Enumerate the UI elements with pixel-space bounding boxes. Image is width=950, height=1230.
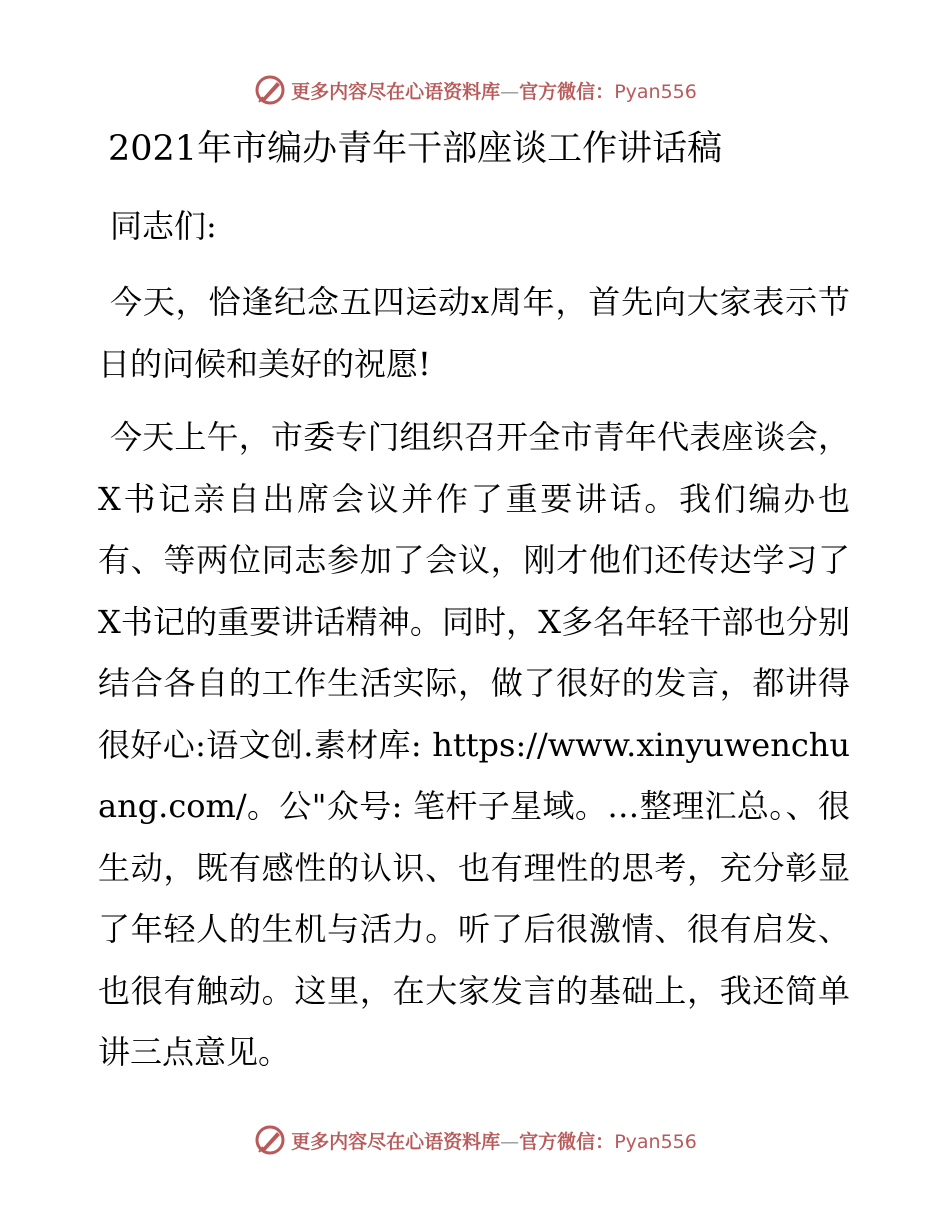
- header-banner: [0, 70, 950, 110]
- banner-label: 官方微信：: [519, 80, 615, 103]
- banner-text: [291, 77, 697, 104]
- paragraph: 今天上午，市委专门组织召开全市青年代表座谈会，X书记亲自出席会议并作了重要讲话。我们编办也有、等两位同志参加了会议，刚才他们还传达学习了X书记的重要讲话精神。同时，X多名年轻干部也分别结合各自的工作生活实际，做了很好的发言，都讲得很好心:语文创.素材库: https://www.xinyuwenchuang.com/。公"众号: 笔杆子星域。…整理汇总。、很生动，既有感性的认识、也有理性的思考，充分彰显了年轻人的生机与活力。听了后很激情、很有启发、也很有触动。这里，在大家发言的基础上，我还简单讲三点意见。: [98, 418, 850, 1071]
- banner-separator: —: [500, 80, 520, 103]
- banner-separator: —: [500, 1130, 520, 1153]
- banner-label: 官方微信：: [519, 1130, 615, 1153]
- banner-wechat-id: Pyan556: [614, 1130, 697, 1153]
- banner-wechat-id: Pyan556: [614, 80, 697, 103]
- salutation: 同志们:: [110, 207, 217, 245]
- banner-prefix: 更多内容尽在心语资料库: [291, 80, 501, 103]
- banner-text: [291, 1127, 697, 1154]
- footer-banner: [0, 1120, 950, 1160]
- document-body: [98, 118, 858, 1084]
- paragraph: 今天，恰逢纪念五四运动x周年，首先向大家表示节日的问候和美好的祝愿!: [98, 283, 850, 383]
- quill-circle-icon: [253, 73, 287, 107]
- document-title: 2021年市编办青年干部座谈工作讲话稿: [108, 129, 723, 169]
- banner-prefix: 更多内容尽在心语资料库: [291, 1130, 501, 1153]
- quill-circle-icon: [253, 1123, 287, 1157]
